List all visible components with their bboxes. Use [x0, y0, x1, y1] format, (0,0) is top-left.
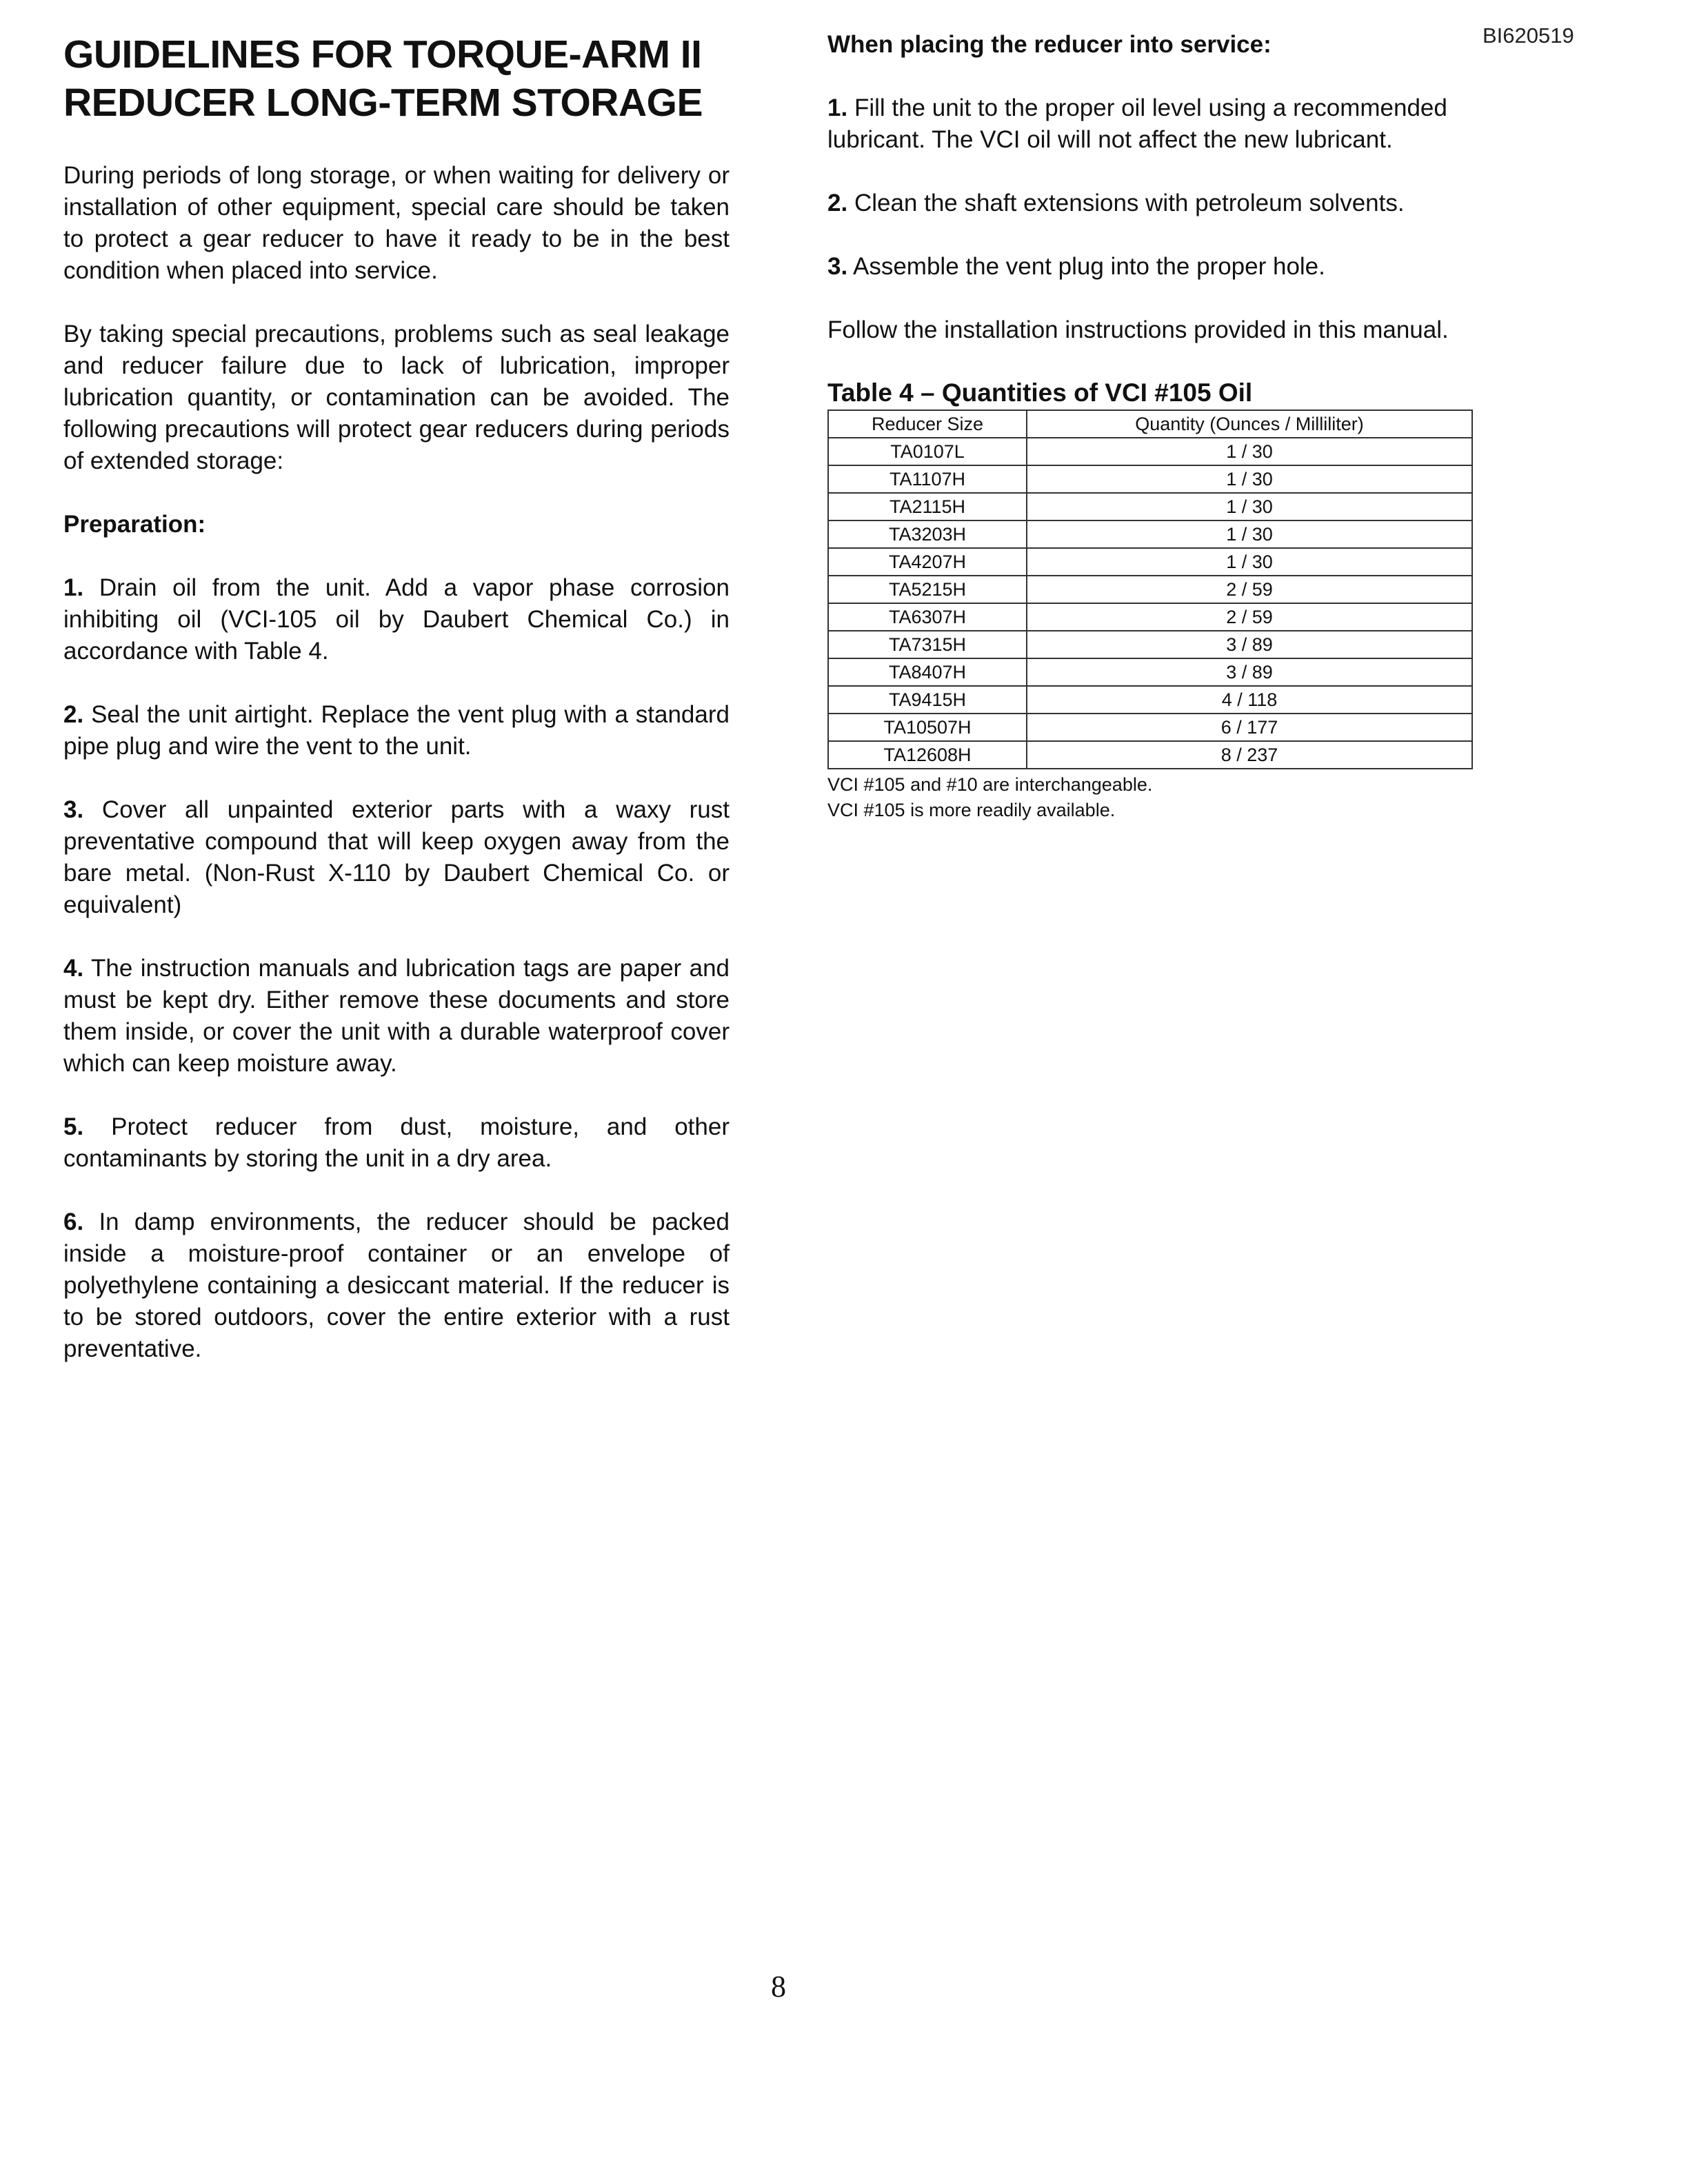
table-row	[828, 631, 1472, 658]
table-row	[828, 576, 1472, 603]
column-header-reducer-size: Reducer Size	[828, 410, 1027, 438]
reducer-size-cell: TA4207H	[828, 548, 1027, 576]
reducer-size-cell: TA12608H	[828, 741, 1027, 769]
table-row	[828, 465, 1472, 493]
table-note: VCI #105 is more readily available.	[827, 800, 1116, 820]
step-text: Fill the unit to the proper oil level using a recommended lubricant. The VCI oil will not affect the new lubricant.	[827, 94, 1447, 153]
step-text: The instruction manuals and lubrication tags are paper and must be kept dry. Either remove these documents and store them inside, or cover the unit with a durable waterproof cover which can keep moisture away.	[63, 955, 730, 1077]
document-id: BI620519	[1483, 23, 1574, 48]
left-column	[63, 30, 730, 1397]
reducer-size-cell: TA7315H	[828, 631, 1027, 658]
reducer-size-cell: TA6307H	[828, 603, 1027, 631]
column-header-quantity: Quantity (Ounces / Milliliter)	[1027, 410, 1472, 438]
step-text: Seal the unit airtight. Replace the vent plug with a standard pipe plug and wire the vent to the unit.	[63, 701, 730, 760]
preparation-step	[63, 572, 730, 667]
step-number: 3.	[827, 253, 848, 280]
quantity-cell: 2 / 59	[1027, 576, 1472, 603]
reducer-size-cell: TA5215H	[828, 576, 1027, 603]
intro-paragraph-2: By taking special precautions, problems such as seal leakage and reducer failure due to lack of lubrication, improper lubrication quantity, or contamination can be avoided. The following precautions will protect gear reducers during periods of extended storage:	[63, 321, 730, 474]
preparation-step	[63, 794, 730, 921]
step-text: Cover all unpainted exterior parts with a waxy rust preventative compound that will keep oxygen away from the bare metal. (Non-Rust X-110 by Daubert Chemical Co. or equivalent)	[63, 796, 730, 918]
table-row	[828, 548, 1472, 576]
table-row	[828, 714, 1472, 741]
reducer-size-cell: TA3203H	[828, 520, 1027, 548]
service-heading: When placing the reducer into service:	[827, 31, 1272, 58]
title-line-2: REDUCER LONG-TERM STORAGE	[63, 81, 703, 125]
quantity-cell: 6 / 177	[1027, 714, 1472, 741]
table-row	[828, 658, 1472, 686]
table-row	[828, 741, 1472, 769]
step-number: 5.	[63, 1113, 84, 1140]
reducer-size-cell: TA2115H	[828, 493, 1027, 520]
preparation-step	[63, 1206, 730, 1365]
preparation-step	[63, 699, 730, 762]
quantity-cell: 1 / 30	[1027, 438, 1472, 465]
step-number: 3.	[63, 796, 84, 823]
reducer-size-cell: TA8407H	[828, 658, 1027, 686]
quantity-cell: 1 / 30	[1027, 493, 1472, 520]
table-notes	[827, 772, 1517, 823]
table-title: Table 4 – Quantities of VCI #105 Oil	[827, 378, 1253, 407]
service-step	[827, 188, 1517, 219]
table-row	[828, 438, 1472, 465]
reducer-size-cell: TA0107L	[828, 438, 1027, 465]
preparation-step	[63, 1111, 730, 1175]
step-number: 2.	[827, 190, 848, 216]
page-title	[63, 30, 730, 127]
table-row	[828, 493, 1472, 520]
service-step	[827, 92, 1517, 156]
quantity-cell: 1 / 30	[1027, 465, 1472, 493]
step-text: Assemble the vent plug into the proper hole.	[853, 253, 1325, 280]
table-header-row	[828, 410, 1472, 438]
step-text: Drain oil from the unit. Add a vapor phase corrosion inhibiting oil (VCI-105 oil by Daubert Chemical Co.) in accordance with Table 4.	[63, 574, 730, 665]
reducer-size-cell: TA10507H	[828, 714, 1027, 741]
service-step	[827, 251, 1517, 283]
quantity-cell: 3 / 89	[1027, 631, 1472, 658]
page-number: 8	[771, 1970, 786, 2003]
step-number: 1.	[827, 94, 848, 121]
quantity-cell: 3 / 89	[1027, 658, 1472, 686]
preparation-step	[63, 953, 730, 1080]
quantity-cell: 1 / 30	[1027, 520, 1472, 548]
reducer-size-cell: TA1107H	[828, 465, 1027, 493]
preparation-heading: Preparation:	[63, 511, 206, 538]
vci-quantity-table	[827, 410, 1473, 769]
installation-note: Follow the installation instructions provided in this manual.	[827, 316, 1449, 343]
step-number: 1.	[63, 574, 84, 601]
step-number: 6.	[63, 1209, 84, 1235]
step-text: Protect reducer from dust, moisture, and other contaminants by storing the unit in a dry area.	[63, 1113, 730, 1172]
step-number: 2.	[63, 701, 84, 728]
quantity-cell: 8 / 237	[1027, 741, 1472, 769]
step-number: 4.	[63, 955, 84, 982]
step-text: In damp environments, the reducer should be packed inside a moisture-proof container or an envelope of polyethylene containing a desiccant material. If the reducer is to be stored outdoors, cover the entire exterior with a rust preventative.	[63, 1209, 730, 1362]
quantity-cell: 4 / 118	[1027, 686, 1472, 714]
table-row	[828, 686, 1472, 714]
table-row	[828, 603, 1472, 631]
table-note: VCI #105 and #10 are interchangeable.	[827, 774, 1153, 795]
quantity-cell: 1 / 30	[1027, 548, 1472, 576]
title-line-1: GUIDELINES FOR TORQUE-ARM II	[63, 32, 702, 77]
right-column	[827, 29, 1517, 823]
table-row	[828, 520, 1472, 548]
reducer-size-cell: TA9415H	[828, 686, 1027, 714]
step-text: Clean the shaft extensions with petroleum solvents.	[854, 190, 1405, 216]
intro-paragraph-1: During periods of long storage, or when waiting for delivery or installation of other equipment, special care should be taken to protect a gear reducer to have it ready to be in the best condition when placed into service.	[63, 162, 730, 284]
quantity-cell: 2 / 59	[1027, 603, 1472, 631]
